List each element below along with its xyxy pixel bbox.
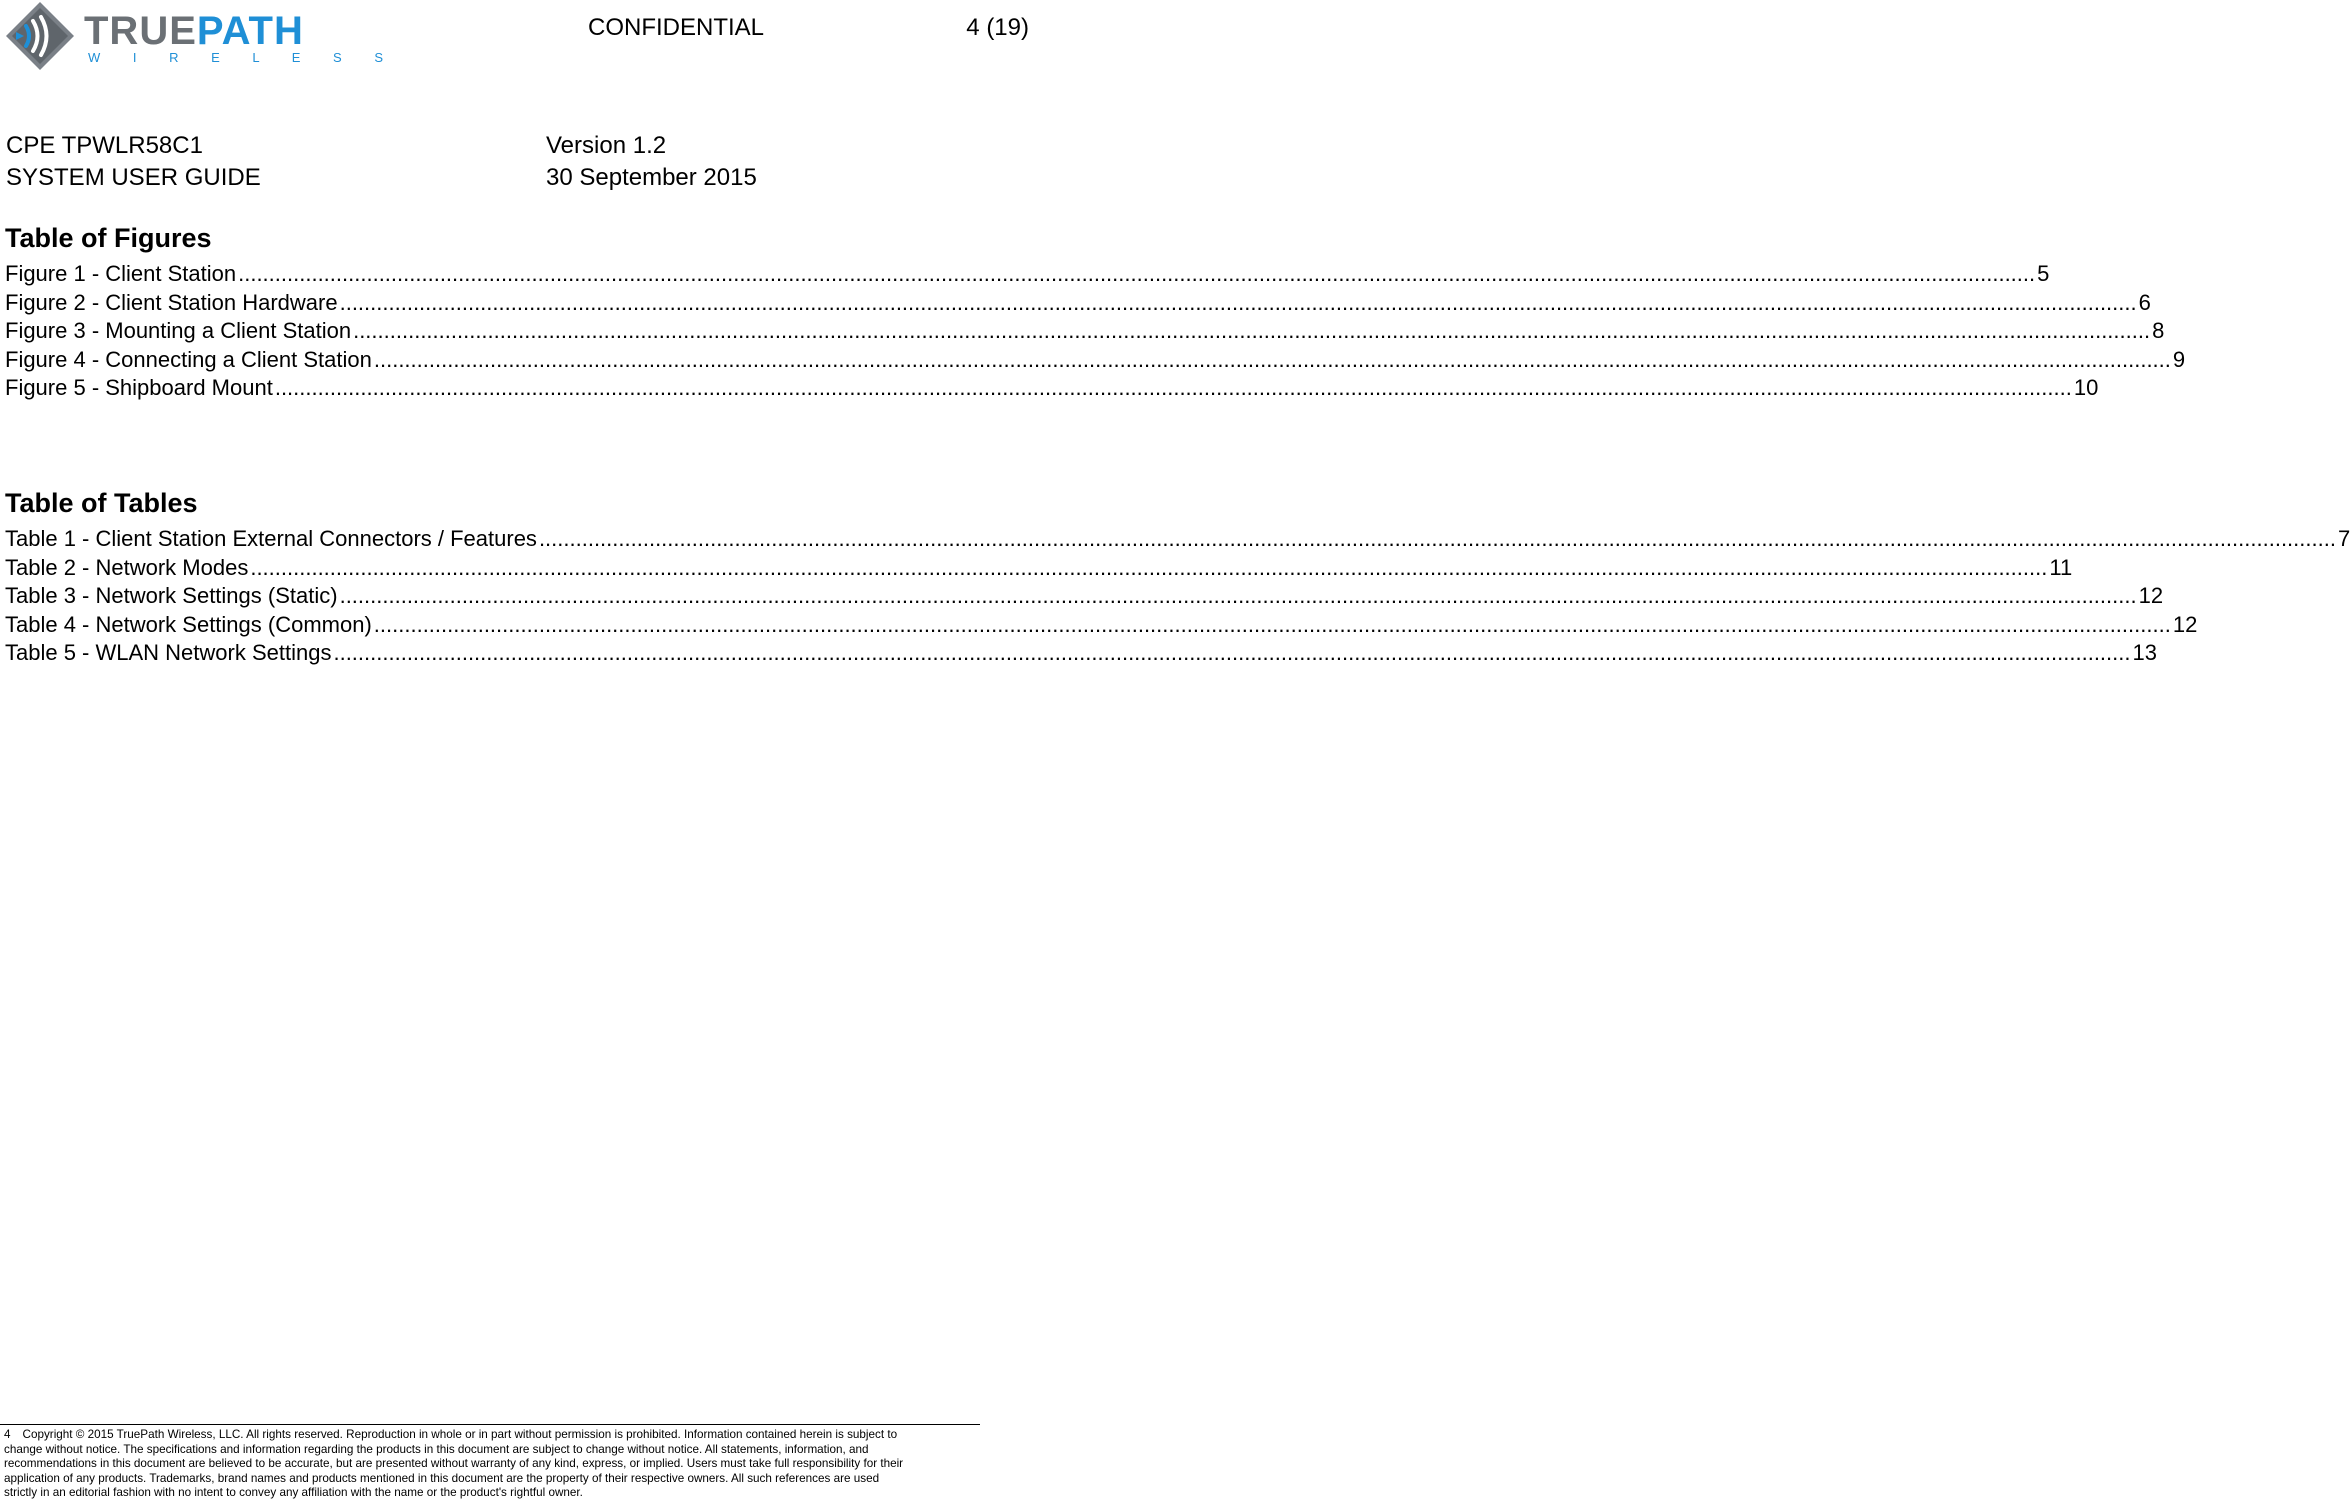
toc-leader: [340, 582, 2137, 611]
toc-leader: [374, 346, 2171, 375]
tables-list: [5, 525, 2350, 668]
figure-entry[interactable]: [5, 374, 2099, 403]
toc-entry-page: 5: [2037, 261, 2050, 286]
toc-entry-label: Figure 5 - Shipboard Mount: [5, 375, 273, 401]
logo-brand-first: TRUE: [84, 9, 197, 53]
table-entry[interactable]: [5, 525, 2350, 554]
footer-line: strictly in an editorial fashion with no intent to convey any affiliation with the name or the product's rightful owner.: [4, 1486, 583, 1500]
figure-entry[interactable]: [5, 346, 2186, 375]
figures-heading: Table of Figures: [5, 223, 212, 253]
toc-entry-page: 7: [2337, 526, 2350, 551]
figure-entry[interactable]: [5, 260, 2050, 289]
classification-label: CONFIDENTIAL: [588, 14, 765, 41]
toc-leader: [333, 639, 2130, 668]
document-type: SYSTEM USER GUIDE: [6, 164, 261, 191]
toc-entry-page: 8: [2152, 318, 2165, 344]
footer-line-text: Copyright © 2015 TruePath Wireless, LLC. All rights reserved. Reproduction in whole or in part without permission is prohibited. Information contained herein is subject to: [22, 1428, 898, 1441]
table-entry[interactable]: [5, 554, 2073, 583]
toc-entry-page: 11: [2049, 554, 2073, 580]
tables-heading: Table of Tables: [5, 488, 198, 518]
toc-leader: [539, 525, 2336, 554]
document-date: 30 September 2015: [546, 164, 757, 191]
toc-leader: [238, 260, 2035, 289]
toc-entry-label: Table 2 - Network Modes: [5, 554, 249, 580]
company-logo: [2, 0, 398, 72]
logo-tagline: W I R E L E S S: [88, 50, 398, 65]
toc-entry-page: 12: [2172, 611, 2198, 637]
toc-entry-label: Table 5 - WLAN Network Settings: [5, 640, 332, 666]
toc-entry-label: Figure 1 - Client Station: [5, 261, 237, 286]
toc-entry-page: 9: [2172, 346, 2186, 372]
footer-divider: [0, 1424, 980, 1425]
logo-mark: [6, 2, 74, 70]
truepath-logo-icon: [2, 0, 398, 72]
logo-brand-second: PATH: [196, 9, 304, 53]
footer-line: recommendations in this document are believed to be accurate, but are presented without warranty of any kind, express, or implied. Users must take full responsibility for their: [4, 1457, 904, 1471]
figure-entry[interactable]: [5, 317, 2165, 346]
footer-page-number: 4: [4, 1428, 11, 1441]
doc-meta-left: [6, 130, 261, 194]
toc-leader: [374, 611, 2171, 640]
toc-entry-page: 6: [2138, 289, 2151, 315]
footer-line: application of any products. Trademarks, brand names and products mentioned in this document are the property of their respective owners. All such references are used: [4, 1471, 880, 1485]
table-entry[interactable]: [5, 611, 2198, 640]
toc-entry-label: Table 1 - Client Station External Connectors / Features: [5, 526, 537, 551]
toc-leader: [340, 289, 2137, 318]
toc-leader: [353, 317, 2150, 346]
footer-line: [4, 1428, 976, 1443]
product-name: CPE TPWLR58C1: [6, 132, 203, 159]
page-indicator: 4 (19): [966, 14, 1029, 41]
document-version: Version 1.2: [546, 132, 667, 159]
toc-entry-label: Table 4 - Network Settings (Common): [5, 611, 372, 637]
figures-list: [5, 260, 2186, 403]
table-entry[interactable]: [5, 582, 2164, 611]
toc-entry-label: Figure 4 - Connecting a Client Station: [5, 346, 372, 372]
toc-entry-label: Table 3 - Network Settings (Static): [5, 583, 338, 609]
logo-brand: [84, 9, 304, 53]
toc-entry-page: 12: [2138, 583, 2164, 609]
table-entry[interactable]: [5, 639, 2157, 668]
toc-entry-label: Figure 3 - Mounting a Client Station: [5, 318, 352, 344]
toc-leader: [250, 554, 2047, 583]
footer-line: change without notice. The specifications and information regarding the products in this document are subject to change without notice. All statements, information, and: [4, 1442, 869, 1456]
toc-leader: [275, 374, 2072, 403]
toc-entry-page: 10: [2073, 375, 2099, 401]
footer-copyright: [4, 1428, 976, 1501]
toc-entry-label: Figure 2 - Client Station Hardware: [5, 289, 338, 315]
doc-meta-right: [546, 130, 757, 194]
figure-entry[interactable]: [5, 289, 2151, 318]
toc-entry-page: 13: [2132, 640, 2157, 666]
